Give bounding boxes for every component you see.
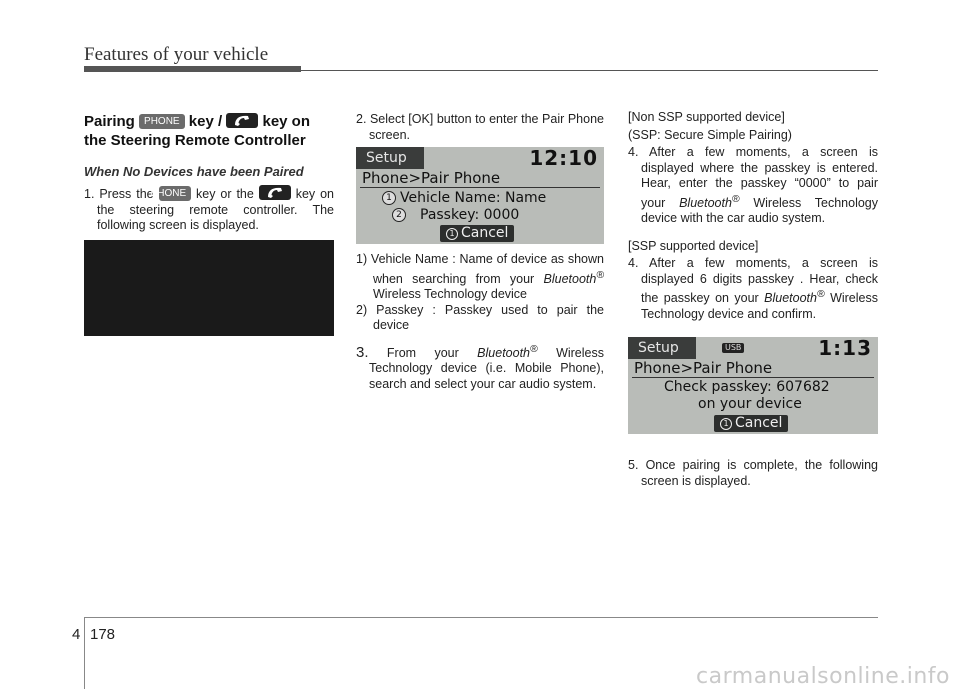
header-bar <box>84 66 301 72</box>
column-3-footer <box>628 458 878 489</box>
screen-image-placeholder <box>84 240 334 336</box>
call-key-icon <box>259 185 291 200</box>
column-1 <box>84 112 334 234</box>
section-heading: Pairing PHONE key / key on the Steering Remote Controller <box>84 113 311 149</box>
column-2 <box>356 112 604 143</box>
screen-divider <box>360 187 600 188</box>
screen-row-passkey: 2 Passkey: 0000 <box>392 207 519 223</box>
call-key-icon <box>226 113 258 128</box>
phone-key-badge: PHONE <box>139 114 185 129</box>
page-number: 178 <box>90 626 116 643</box>
check-passkey-screen <box>628 337 878 434</box>
phone-key-badge: PHONE <box>159 186 192 201</box>
pair-phone-screen <box>356 147 604 244</box>
screen-passkey-line: Check passkey: 607682 <box>664 379 830 395</box>
screen-cancel-button[interactable]: 1 Cancel <box>440 225 514 242</box>
screen-divider <box>632 377 874 378</box>
subheading: When No Devices have been Paired <box>84 164 304 179</box>
column-3 <box>628 110 878 322</box>
footer-divider <box>84 617 85 689</box>
note-2: 2) Passkey : Passkey used to pair the device <box>356 302 604 333</box>
chapter-number: 4 <box>72 626 81 643</box>
step-5: 5. Once pairing is complete, the following screen is displayed. <box>628 458 878 488</box>
column-2-notes <box>356 252 604 392</box>
step-4-ssp: 4. After a few moments, a screen is displayed 6 digits passkey . Hear, check the passkey on your Bluetooth® Wireless Technology device and confirm. <box>628 256 878 321</box>
screen-clock: 12:10 <box>529 147 598 170</box>
screen-subtitle: Phone>Pair Phone <box>634 359 773 377</box>
page-header-title: Features of your vehicle <box>84 44 269 65</box>
screen-subtitle: Phone>Pair Phone <box>362 169 501 187</box>
ssp-label: [SSP supported device] <box>628 238 759 253</box>
screen-cancel-button[interactable]: 1 Cancel <box>714 415 788 432</box>
non-ssp-label: [Non SSP supported device] <box>628 110 785 124</box>
screen-tab-setup: Setup <box>628 337 696 359</box>
step-3: 3. From your Bluetooth® Wireless Technology device (i.e. Mobile Phone), search and select your car audio system. <box>356 343 604 391</box>
step-1: 1. Press the PHONE key or the key on the steering remote controller. The following screen is displayed. <box>84 187 334 232</box>
step-2: 2. Select [OK] button to enter the Pair Phone screen. <box>356 112 604 142</box>
screen-tab-setup: Setup <box>356 147 424 169</box>
watermark: carmanualsonline.info <box>696 664 950 689</box>
screen-row-vehicle-name: 1 Vehicle Name: Name <box>382 190 546 206</box>
ssp-definition: (SSP: Secure Simple Pairing) <box>628 127 792 142</box>
usb-badge: USB <box>722 343 744 353</box>
screen-clock: 1:13 <box>818 337 872 360</box>
header-rule <box>301 70 878 71</box>
screen-device-line: on your device <box>698 396 802 412</box>
step-4-non-ssp: 4. After a few moments, a screen is displayed where the passkey is entered. Hear, enter the passkey “0000” to pair your Bluetooth® Wireless Technology device with the car audio system. <box>628 145 878 226</box>
footer-rule <box>84 617 878 618</box>
note-1: 1) Vehicle Name : Name of device as shown when searching from your Bluetooth® Wireless Technology device <box>356 252 604 302</box>
